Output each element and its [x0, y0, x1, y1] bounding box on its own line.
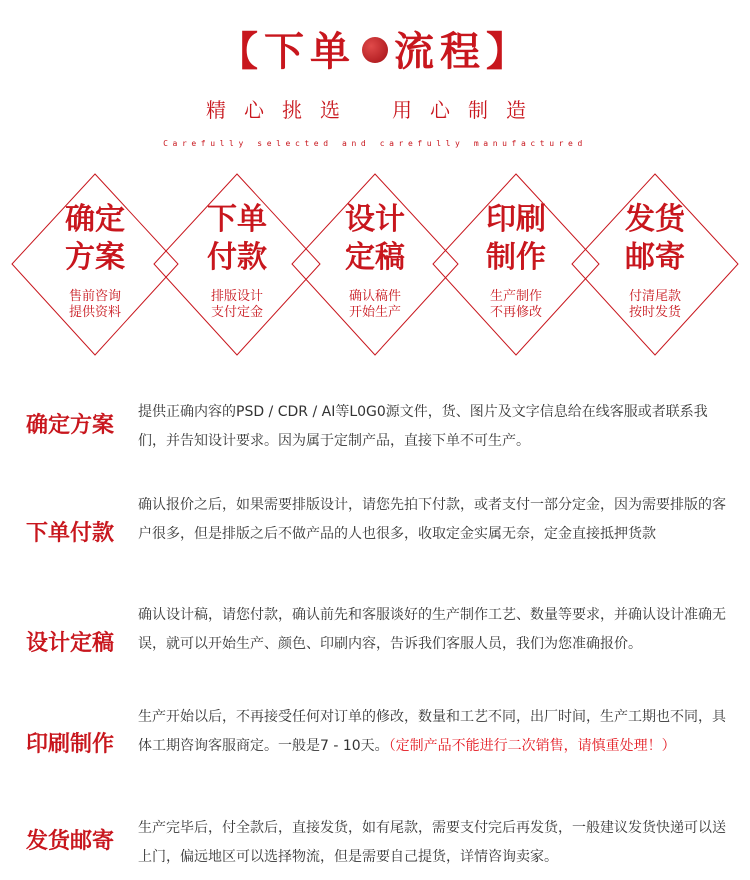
diamond-title-line1: 下单 [207, 202, 267, 237]
diamond-sub-line2: 开始生产 [348, 305, 401, 320]
diamond-sub-line2: 支付定金 [210, 305, 263, 320]
step-text: 生产完毕后，付全款后，直接发货，如有尾款，需要支付完后再发货，一般建议发货快递可以送上门，偏远地区可以选择物流，但是需要自己提货，详情咨询卖家。 [138, 820, 726, 865]
diamond-sub-line2: 提供资料 [68, 305, 121, 320]
step-text: 确认报价之后，如果需要排版设计，请您先拍下付款，或者支付一部分定金，因为需要排版的客户很多，但是排版之后不做产品的人也很多，收取定金实属无奈，定金直接抵押货款 [138, 497, 726, 542]
diamond-title-line1: 发货 [625, 202, 685, 237]
diamond-title-line2: 制作 [486, 240, 546, 275]
diamond-title-line2: 方案 [65, 240, 125, 275]
step-description [138, 703, 734, 761]
title-right: 流程】 [394, 29, 532, 75]
diamond-title-line1: 设计 [345, 202, 405, 237]
circle-dot-icon [362, 37, 388, 63]
diamond-sub-line1: 付清尾款 [628, 289, 681, 304]
step-label: 设计定稿 [26, 631, 115, 656]
step-text: 生产开始以后，不再接受任何对订单的修改，数量和工艺不同，出厂时间，生产工期也不同，具体工期咨询客服商定。一般是7 - 10天。 [138, 709, 726, 754]
english-subtitle: Carefully selected and carefully manufactured [163, 139, 587, 148]
diamond-sub-line1: 生产制作 [489, 289, 542, 304]
step-label: 下单付款 [26, 521, 115, 546]
diamond-sub-line2: 不再修改 [489, 305, 542, 320]
step-label: 发货邮寄 [26, 829, 115, 854]
step-label: 确定方案 [26, 413, 115, 438]
step-description [138, 398, 734, 456]
step-description [138, 814, 734, 872]
diamond-title-line2: 付款 [207, 240, 267, 275]
step-description [138, 601, 734, 659]
diamond-title-line1: 印刷 [486, 202, 546, 237]
diamond-sub-line2: 按时发货 [628, 305, 681, 320]
step-label: 印刷制作 [26, 732, 115, 757]
subtitle-right: 用心制造 [392, 98, 544, 122]
page-title [0, 20, 750, 77]
diamond-title-line2: 定稿 [345, 240, 405, 275]
subtitle-left: 精心挑选 [206, 98, 358, 122]
diamond-step-5 [570, 172, 740, 357]
diamond-title-line1: 确定 [65, 202, 125, 237]
diamond-sub-line1: 确认稿件 [348, 289, 401, 304]
diamond-title-line2: 邮寄 [625, 240, 685, 275]
diamond-sub-line1: 排版设计 [210, 289, 263, 304]
title-left: 【下单 [218, 29, 356, 75]
step-text: 确认设计稿，请您付款，确认前先和客服谈好的生产制作工艺、数量等要求，并确认设计准确无误，就可以开始生产、颜色、印刷内容，告诉我们客服人员，我们为您准确报价。 [138, 607, 726, 652]
step-text: 提供正确内容的PSD / CDR / AI等L0G0源文件，货、图片及文字信息给在线客服或者联系我们，并告知设计要求。因为属于定制产品，直接下单不可生产。 [138, 404, 708, 449]
step-warning-note: （定制产品不能进行二次销售，请慎重处理！） [388, 738, 676, 754]
process-diamonds [0, 172, 750, 357]
subtitle [0, 94, 750, 123]
step-description [138, 491, 734, 549]
diamond-sub-line1: 售前咨询 [68, 289, 121, 304]
